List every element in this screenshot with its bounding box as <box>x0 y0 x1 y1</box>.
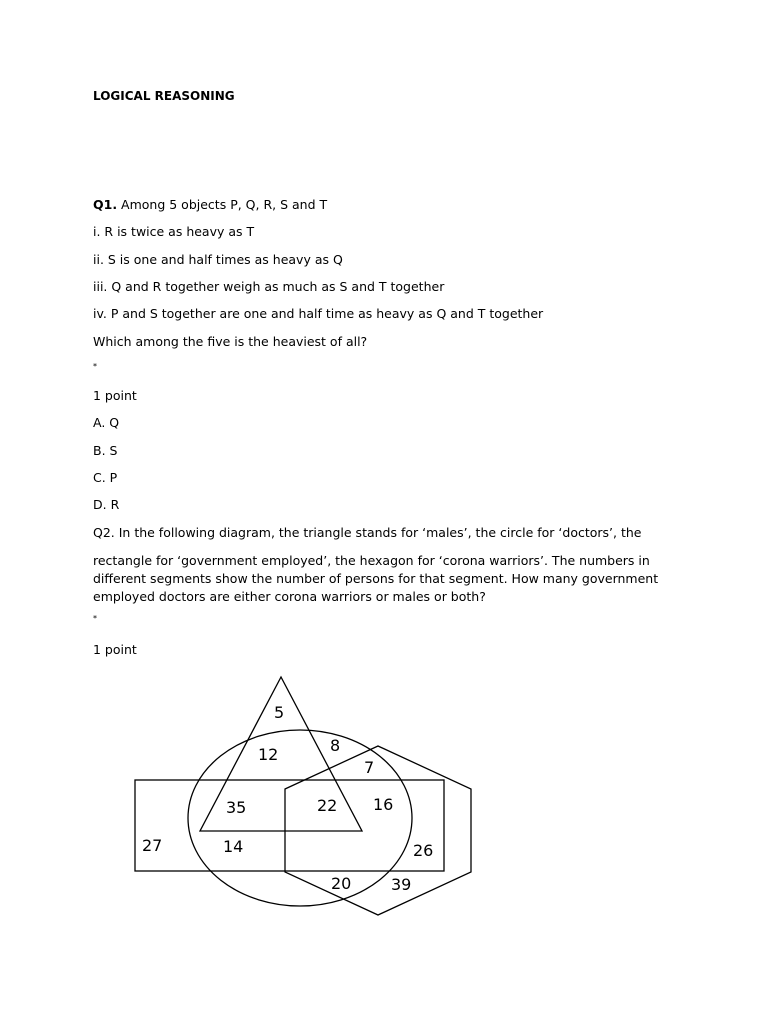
segment-value: 35 <box>226 798 247 817</box>
segment-value: 12 <box>258 745 279 764</box>
q1-statement-1: i. R is twice as heavy as T <box>93 224 255 239</box>
q2-text-line-1: Q2. In the following diagram, the triangle stands for ‘males’, the circle for ‘doctors’, the <box>93 525 642 540</box>
segment-value: 20 <box>331 874 352 893</box>
page-heading: LOGICAL REASONING <box>93 89 235 103</box>
q2-required-mark: * <box>93 614 97 623</box>
rectangle-government-employed <box>135 780 444 871</box>
q1-points: 1 point <box>93 388 137 403</box>
q2-text-paragraph: rectangle for ‘government employed’, the hexagon for ‘corona warriors’. The numbers in different segments show the number of persons for that segment. How many government employed doctors are either corona warriors or males or both? <box>93 553 659 604</box>
q1-option-b[interactable]: B. S <box>93 443 118 458</box>
segment-value: 16 <box>373 795 394 814</box>
q1-option-d[interactable]: D. R <box>93 497 120 512</box>
segment-value: 26 <box>413 841 434 860</box>
q1-option-c[interactable]: C. P <box>93 470 118 485</box>
segment-value: 5 <box>274 703 285 722</box>
q1-required-mark: * <box>93 362 97 371</box>
q1-statement-3: iii. Q and R together weigh as much as S and T together <box>93 279 445 294</box>
q1-option-a[interactable]: A. Q <box>93 415 120 430</box>
segment-value: 8 <box>330 736 341 755</box>
q1-statement-4: iv. P and S together are one and half time as heavy as Q and T together <box>93 306 544 321</box>
segment-value: 39 <box>391 875 412 894</box>
q1-stem-text: Among 5 objects P, Q, R, S and T <box>117 197 328 212</box>
segment-value: 7 <box>364 758 375 777</box>
q1-question: Which among the five is the heaviest of all? <box>93 334 368 349</box>
q1-statement-2: ii. S is one and half times as heavy as Q <box>93 252 343 267</box>
segment-value: 14 <box>223 837 244 856</box>
q1-label: Q1. <box>93 197 118 212</box>
segment-value: 27 <box>142 836 163 855</box>
segment-value: 22 <box>317 796 338 815</box>
q2-points: 1 point <box>93 642 137 657</box>
